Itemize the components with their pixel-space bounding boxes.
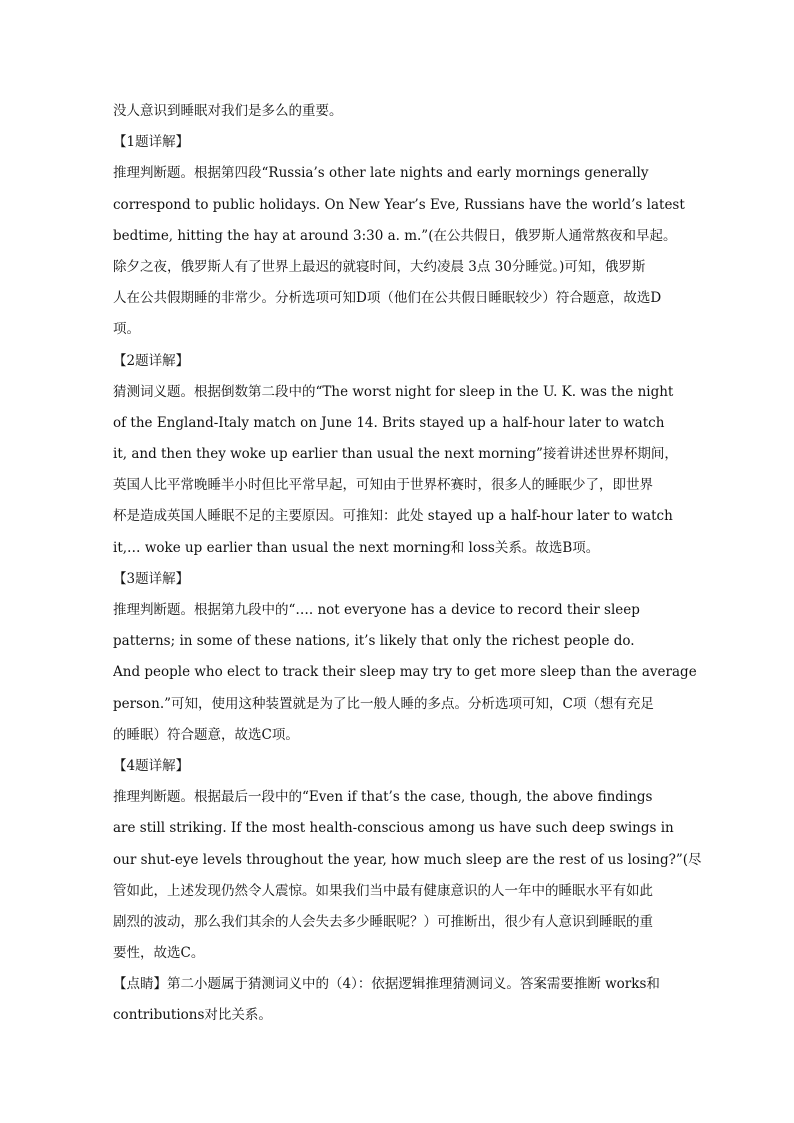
section-heading: 【1题详解】 (113, 134, 190, 151)
text-line: 推理判断题。根据第四段“Russia’s other late nights and early mornings generally (113, 165, 649, 182)
text-line: 英国人比平常晚睡半小时但比平常早起，可知由于世界杯赛时，很多人的睡眠少了，即世界 (113, 477, 653, 494)
text-line: 的睡眠）符合题意，故选C项。 (113, 726, 299, 743)
text-line: 没人意识到睡眠对我们是多么的重要。 (113, 103, 343, 119)
document-page (113, 96, 713, 1032)
text-line: our shut-eye levels throughout the year, how much sleep are the rest of us losing?”(尽 (113, 851, 702, 868)
text-line: person.”可知，使用这种装置就是为了比一般人睡的多点。分析选项可知，C项（想有充足 (113, 695, 654, 712)
section-heading: 【3题详解】 (113, 570, 190, 587)
text-line: 推理判断题。根据最后一段中的“Even if that’s the case, though, the above findings (113, 789, 653, 806)
text-line: 剧烈的波动，那么我们其余的人会失去多少睡眠呢？）可推断出，很少有人意识到睡眠的重 (113, 913, 653, 930)
text-line: are still striking. If the most health-conscious among us have such deep swings in (113, 820, 674, 837)
text-line: 猜测词义题。根据倒数第二段中的“The worst night for sleep in the U. K. was the night (113, 383, 674, 400)
text-line: contributions对比关系。 (113, 1007, 272, 1024)
text-line: of the England-Italy match on June 14. Brits stayed up a half-hour later to watch (113, 414, 665, 431)
text-line: it, and then they woke up earlier than usual the next morning”接着讲述世界杯期间， (113, 446, 678, 463)
text-line: 除夕之夜，俄罗斯人有了世界上最迟的就寝时间，大约凌晨 3点 30分睡觉。)可知，俄罗斯 (113, 258, 646, 275)
text-line: correspond to public holidays. On New Year’s Eve, Russians have the world’s latest (113, 196, 685, 213)
text-line: 杯是造成英国人睡眠不足的主要原因。可推知：此处 stayed up a half-hour later to watch (113, 508, 673, 525)
text-line: patterns; in some of these nations, it’s likely that only the richest people do. (113, 633, 635, 650)
text-line: it,… woke up earlier than usual the next morning和 loss关系。故选B项。 (113, 539, 600, 556)
text-line: 人在公共假期睡的非常少。分析选项可知D项（他们在公共假日睡眠较少）符合题意，故选D (113, 290, 662, 307)
text-line: bedtime, hitting the hay at around 3:30 a. m.”(在公共假日，俄罗斯人通常熬夜和早起。 (113, 227, 677, 244)
text-line: 项。 (113, 321, 140, 338)
section-heading: 【2题详解】 (113, 352, 190, 369)
text-line: And people who elect to track their sleep may try to get more sleep than the average (113, 664, 697, 681)
tip-line: 【点睛】第二小题属于猜测词义中的（4）：依据逻辑推理猜测词义。答案需要推断 works和 (113, 976, 660, 993)
text-line: 推理判断题。根据第九段中的“…. not everyone has a device to record their sleep (113, 602, 640, 618)
section-heading: 【4题详解】 (113, 757, 190, 774)
text-line: 要性，故选C。 (113, 945, 205, 962)
text-line: 管如此，上述发现仍然令人震惊。如果我们当中最有健康意识的人一年中的睡眠水平有如此 (113, 882, 653, 899)
